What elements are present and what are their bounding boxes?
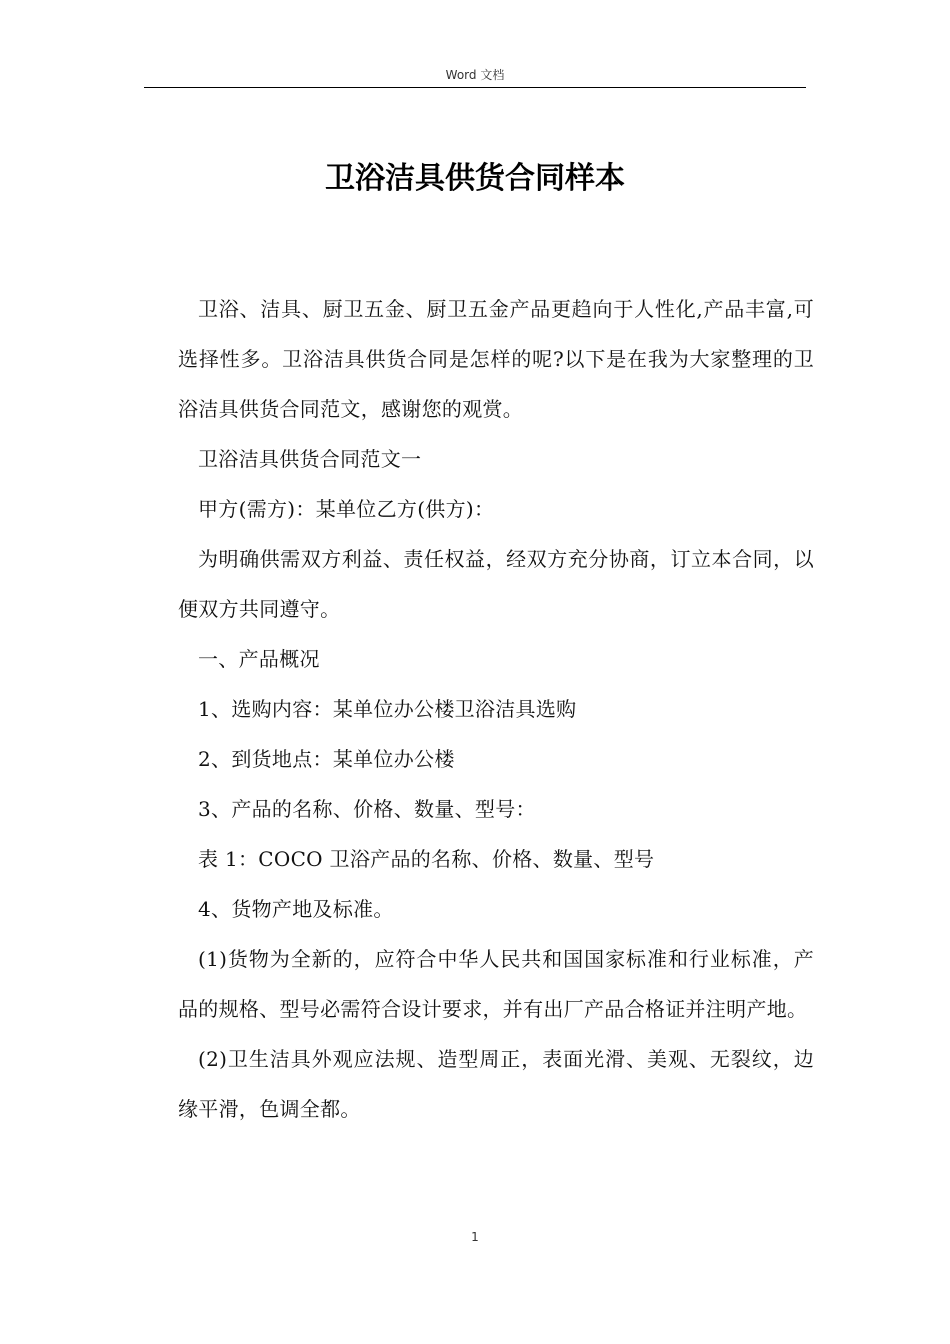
paragraph-item-2: 2、到货地点：某单位办公楼 [198, 747, 455, 771]
paragraph-parties: 甲方(需方)：某单位乙方(供方)： [198, 497, 495, 521]
paragraph-clause-2: (2)卫生洁具外观应法规、造型周正，表面光滑、美观、无裂纹，边缘平滑，色调全都。 [178, 1047, 814, 1121]
paragraph-section-heading: 卫浴洁具供货合同范文一 [198, 447, 422, 471]
document-body [178, 284, 814, 1134]
paragraph-product-overview: 一、产品概况 [198, 647, 320, 671]
paragraph-table-caption: 表 1：COCO 卫浴产品的名称、价格、数量、型号 [198, 847, 655, 871]
page-number: 1 [471, 1230, 479, 1244]
paragraph-clause-1: (1)货物为全新的，应符合中华人民共和国国家标准和行业标准，产品的规格、型号必需符合设计要求，并有出厂产品合格证并注明产地。 [178, 947, 814, 1021]
paragraph-item-3: 3、产品的名称、价格、数量、型号： [198, 797, 536, 821]
page-header: Word 文档 [445, 68, 505, 82]
paragraph-intro: 卫浴、洁具、厨卫五金、厨卫五金产品更趋向于人性化,产品丰富,可选择性多。卫浴洁具供货合同是怎样的呢?以下是在我为大家整理的卫浴洁具供货合同范文，感谢您的观赏。 [178, 297, 814, 421]
paragraph-item-1: 1、选购内容：某单位办公楼卫浴洁具选购 [198, 697, 577, 721]
paragraph-purpose: 为明确供需双方利益、责任权益，经双方充分协商，订立本合同，以便双方共同遵守。 [178, 547, 814, 621]
header-divider [144, 87, 806, 88]
document-title: 卫浴洁具供货合同样本 [325, 161, 625, 196]
paragraph-item-4: 4、货物产地及标准。 [198, 897, 394, 921]
